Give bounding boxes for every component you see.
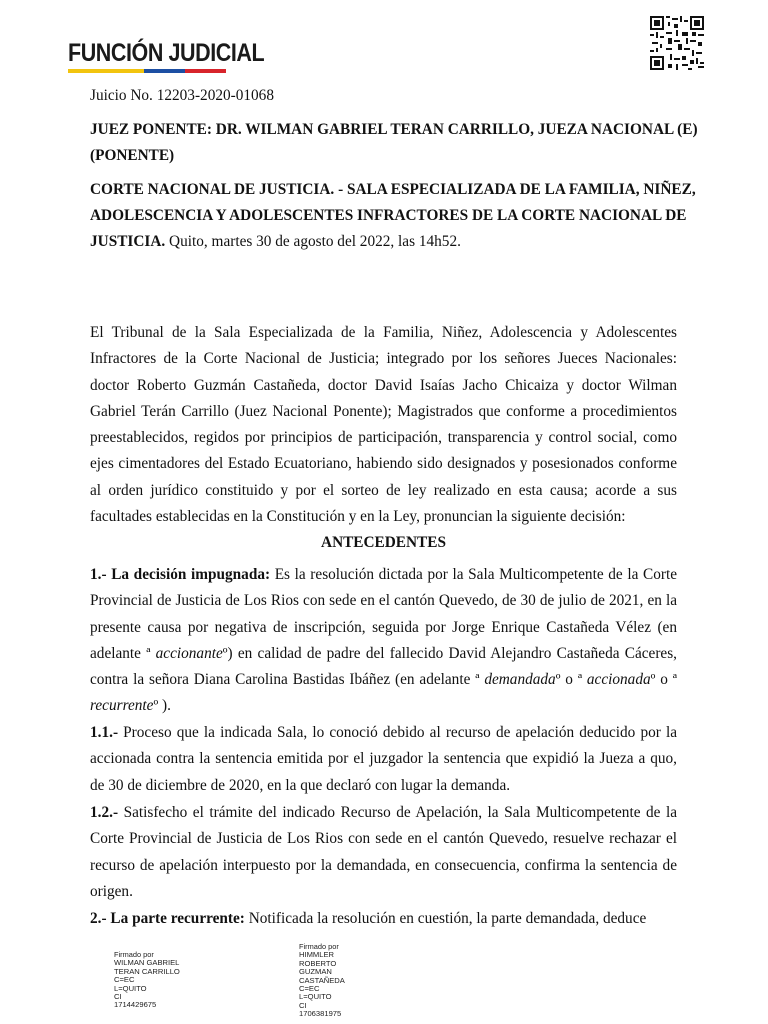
court-line-3-bold: JUSTICIA. bbox=[90, 233, 166, 250]
section-1-text-b: º) en calidad de padre del fallecido David Alejandro Castañeda Cáceres, contra la señora Diana Carolina Bastidas Ibáñez (en adelante ª bbox=[90, 644, 677, 689]
section-1-1 bbox=[90, 720, 677, 799]
flag-blue bbox=[144, 69, 185, 73]
signature-2-line: GUZMAN bbox=[299, 967, 332, 977]
accionada-term: accionada bbox=[586, 671, 651, 689]
intro-paragraph-text: El Tribunal de la Sala Especializada de la Familia, Niñez, Adolescencia y Adolescentes Infractores de la Corte Nacional de Justicia; integrado por los señores Jueces Nacionales: doctor Roberto Guzmán Castañeda, doctor David Isaías Jacho Chicaiza y doctor Wilman Gabriel Terán Carrillo (Juez Nacional Ponente); Magistrados que conforme a procedimientos preestablecidos, regidos por principios de participación, transparencia y control social, como ejes cimentadores del Estado Ecuatoriano, habiendo sido designados y posesionados conforme al orden jurídico constituido y por el sorteo de ley realizado en esta causa; acorde a sus facultades establecidas en la Constitución y en la Ley, pronuncian la siguiente decisión: bbox=[90, 324, 677, 526]
demandada-term: demandada bbox=[484, 671, 556, 689]
signature-1-line: TERAN CARRILLO bbox=[114, 966, 180, 976]
section-1-1-label: 1.1.- bbox=[90, 724, 119, 741]
funcion-judicial-logo bbox=[68, 39, 265, 73]
section-2 bbox=[90, 906, 677, 932]
section-1-text-e: º ). bbox=[153, 697, 171, 715]
signature-2-line: 1706381975 bbox=[299, 1009, 342, 1019]
signature-block-1 bbox=[114, 951, 180, 1010]
signature-block-2 bbox=[299, 943, 345, 1019]
qr-code-icon bbox=[650, 16, 704, 70]
section-1-1-text: Proceso que la indicada Sala, lo conoció debido al recurso de apelación deducido por la accionada contra la sentencia emitida por el juzgador la sentencia que expidió la Jueza a quo, de 30 de diciembre de 2020, en la que declaró con lugar la demanda. bbox=[90, 724, 677, 794]
section-1-2 bbox=[90, 800, 677, 905]
signature-2-line: CI bbox=[299, 1000, 307, 1010]
flag-red bbox=[185, 69, 226, 73]
recurrente-term: recurrente bbox=[90, 697, 154, 715]
section-2-text: Notificada la resolución en cuestión, la parte demandada, deduce bbox=[244, 910, 647, 927]
court-line-2: ADOLESCENCIA Y ADOLESCENTES INFRACTORES DE LA CORTE NACIONAL DE bbox=[90, 207, 687, 224]
section-1-2-label: 1.2.- bbox=[90, 804, 119, 821]
signature-2-line: HIMMLER bbox=[299, 950, 335, 960]
signature-1-line: 1714429675 bbox=[114, 1000, 157, 1010]
court-line-3 bbox=[90, 233, 461, 251]
judge-line-1: JUEZ PONENTE: DR. WILMAN GABRIEL TERAN CARRILLO, JUEZA NACIONAL (E) bbox=[90, 121, 698, 138]
signature-2-line: CASTAÑEDA bbox=[299, 975, 345, 985]
signature-1-line: C=EC bbox=[114, 975, 135, 985]
section-1 bbox=[90, 562, 677, 720]
signature-2-line: L=QUITO bbox=[299, 992, 332, 1002]
signature-1-line: WILMAN GABRIEL bbox=[114, 958, 180, 968]
case-number: Juicio No. 12203-2020-01068 bbox=[90, 87, 274, 104]
signature-2-line: ROBERTO bbox=[299, 958, 337, 968]
accionante-term: accionante bbox=[155, 644, 223, 662]
section-1-text-a: Es la resolución dictada por la Sala Multicompetente de la Corte Provincial de Justicia de Los Rios con sede en el cantón Quevedo, de 30 de julio de 2021, en la presente causa por negativa de inscripción, seguida por Jorge Enrique Castañeda Vélez (en adelante ª bbox=[90, 566, 677, 662]
judge-line-2: (PONENTE) bbox=[90, 147, 175, 164]
flag-yellow bbox=[68, 69, 144, 73]
signature-2-line: C=EC bbox=[299, 984, 320, 994]
section-1-text-c: º o ª bbox=[555, 671, 587, 689]
signature-1-line: L=QUITO bbox=[114, 983, 147, 993]
court-line-1: CORTE NACIONAL DE JUSTICIA. - SALA ESPECIALIZADA DE LA FAMILIA, NIÑEZ, bbox=[90, 181, 696, 198]
flag-stripe bbox=[68, 69, 226, 73]
logo-text: FUNCIÓN JUDICIAL bbox=[68, 39, 265, 67]
section-1-2-text: Satisfecho el trámite del indicado Recurso de Apelación, la Sala Multicompetente de la Corte Provincial de Justicia de Los Rios con sede en el cantón Quevedo, resuelve rechazar el recurso de apelación interpuesto por la demandada, en consecuencia, confirma la sentencia de origen. bbox=[90, 804, 677, 900]
signature-2-label: Firmado por bbox=[299, 942, 339, 951]
signature-1-line: CI bbox=[114, 992, 122, 1002]
section-1-text-d: º o ª bbox=[650, 671, 677, 689]
court-line-3-date: Quito, martes 30 de agosto del 2022, las 14h52. bbox=[165, 233, 461, 250]
intro-paragraph bbox=[90, 320, 677, 530]
section-1-label: 1.- La decisión impugnada: bbox=[90, 566, 271, 583]
signature-1-label: Firmado por bbox=[114, 950, 154, 959]
section-2-label: 2.- La parte recurrente: bbox=[90, 910, 245, 927]
antecedentes-heading: ANTECEDENTES bbox=[321, 534, 446, 551]
